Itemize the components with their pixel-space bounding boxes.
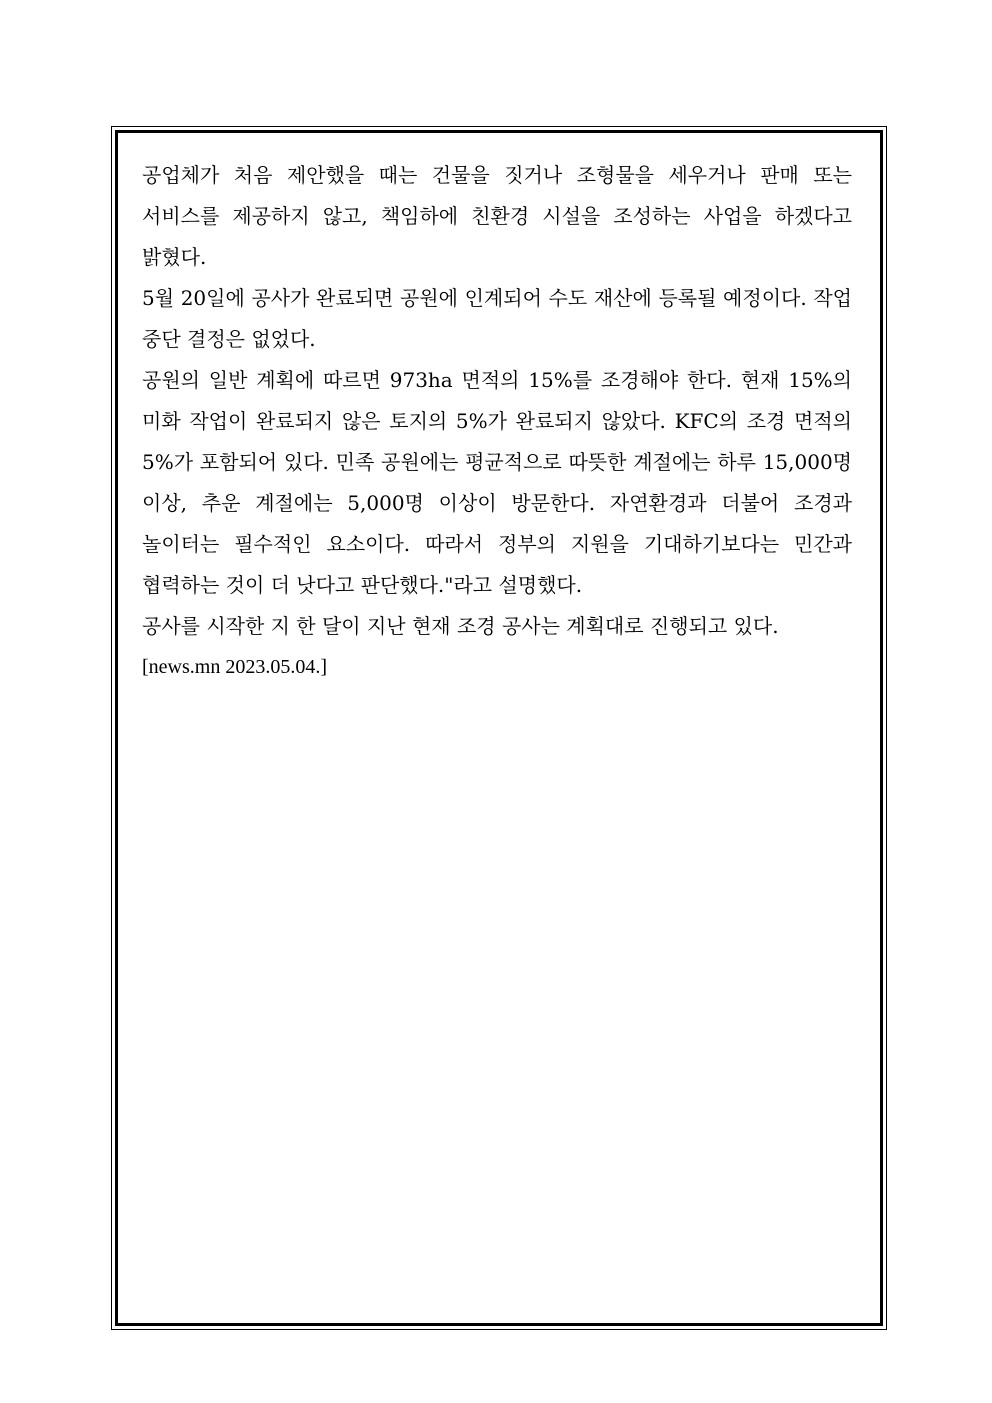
paragraph-park-plan: 공원의 일반 계획에 따르면 973ha 면적의 15%를 조경해야 한다. 현재 15%의 미화 작업이 완료되지 않은 토지의 5%가 완료되지 않았다. KFC의 조경 면적의 5%가 포함되어 있다. 민족 공원에는 평균적으로 따뜻한 계절에는 하루 15,000명 이상, 추운 계절에는 5,000명 이상이 방문한다. 자연환경과 더불어 조경과 놀이터는 필수적인 요소이다. 따라서 정부의 지원을 기대하기보다는 민간과 협력하는 것이 더 낫다고 판단했다."라고 설명했다.	[142, 368, 852, 597]
paragraph-progress: 공사를 시작한 지 한 달이 지난 현재 조경 공사는 계획대로 진행되고 있다.	[142, 614, 779, 638]
document-body	[142, 155, 852, 688]
paragraph-proposal: 공업체가 처음 제안했을 때는 건물을 짓거나 조형물을 세우거나 판매 또는 서비스를 제공하지 않고, 책임하에 친환경 시설을 조성하는 사업을 하겠다고 밝혔다.	[142, 163, 852, 269]
paragraph-completion: 5월 20일에 공사가 완료되면 공원에 인계되어 수도 재산에 등록될 예정이다. 작업 중단 결정은 없었다.	[142, 286, 852, 351]
source-citation: [news.mn 2023.05.04.]	[142, 656, 327, 678]
